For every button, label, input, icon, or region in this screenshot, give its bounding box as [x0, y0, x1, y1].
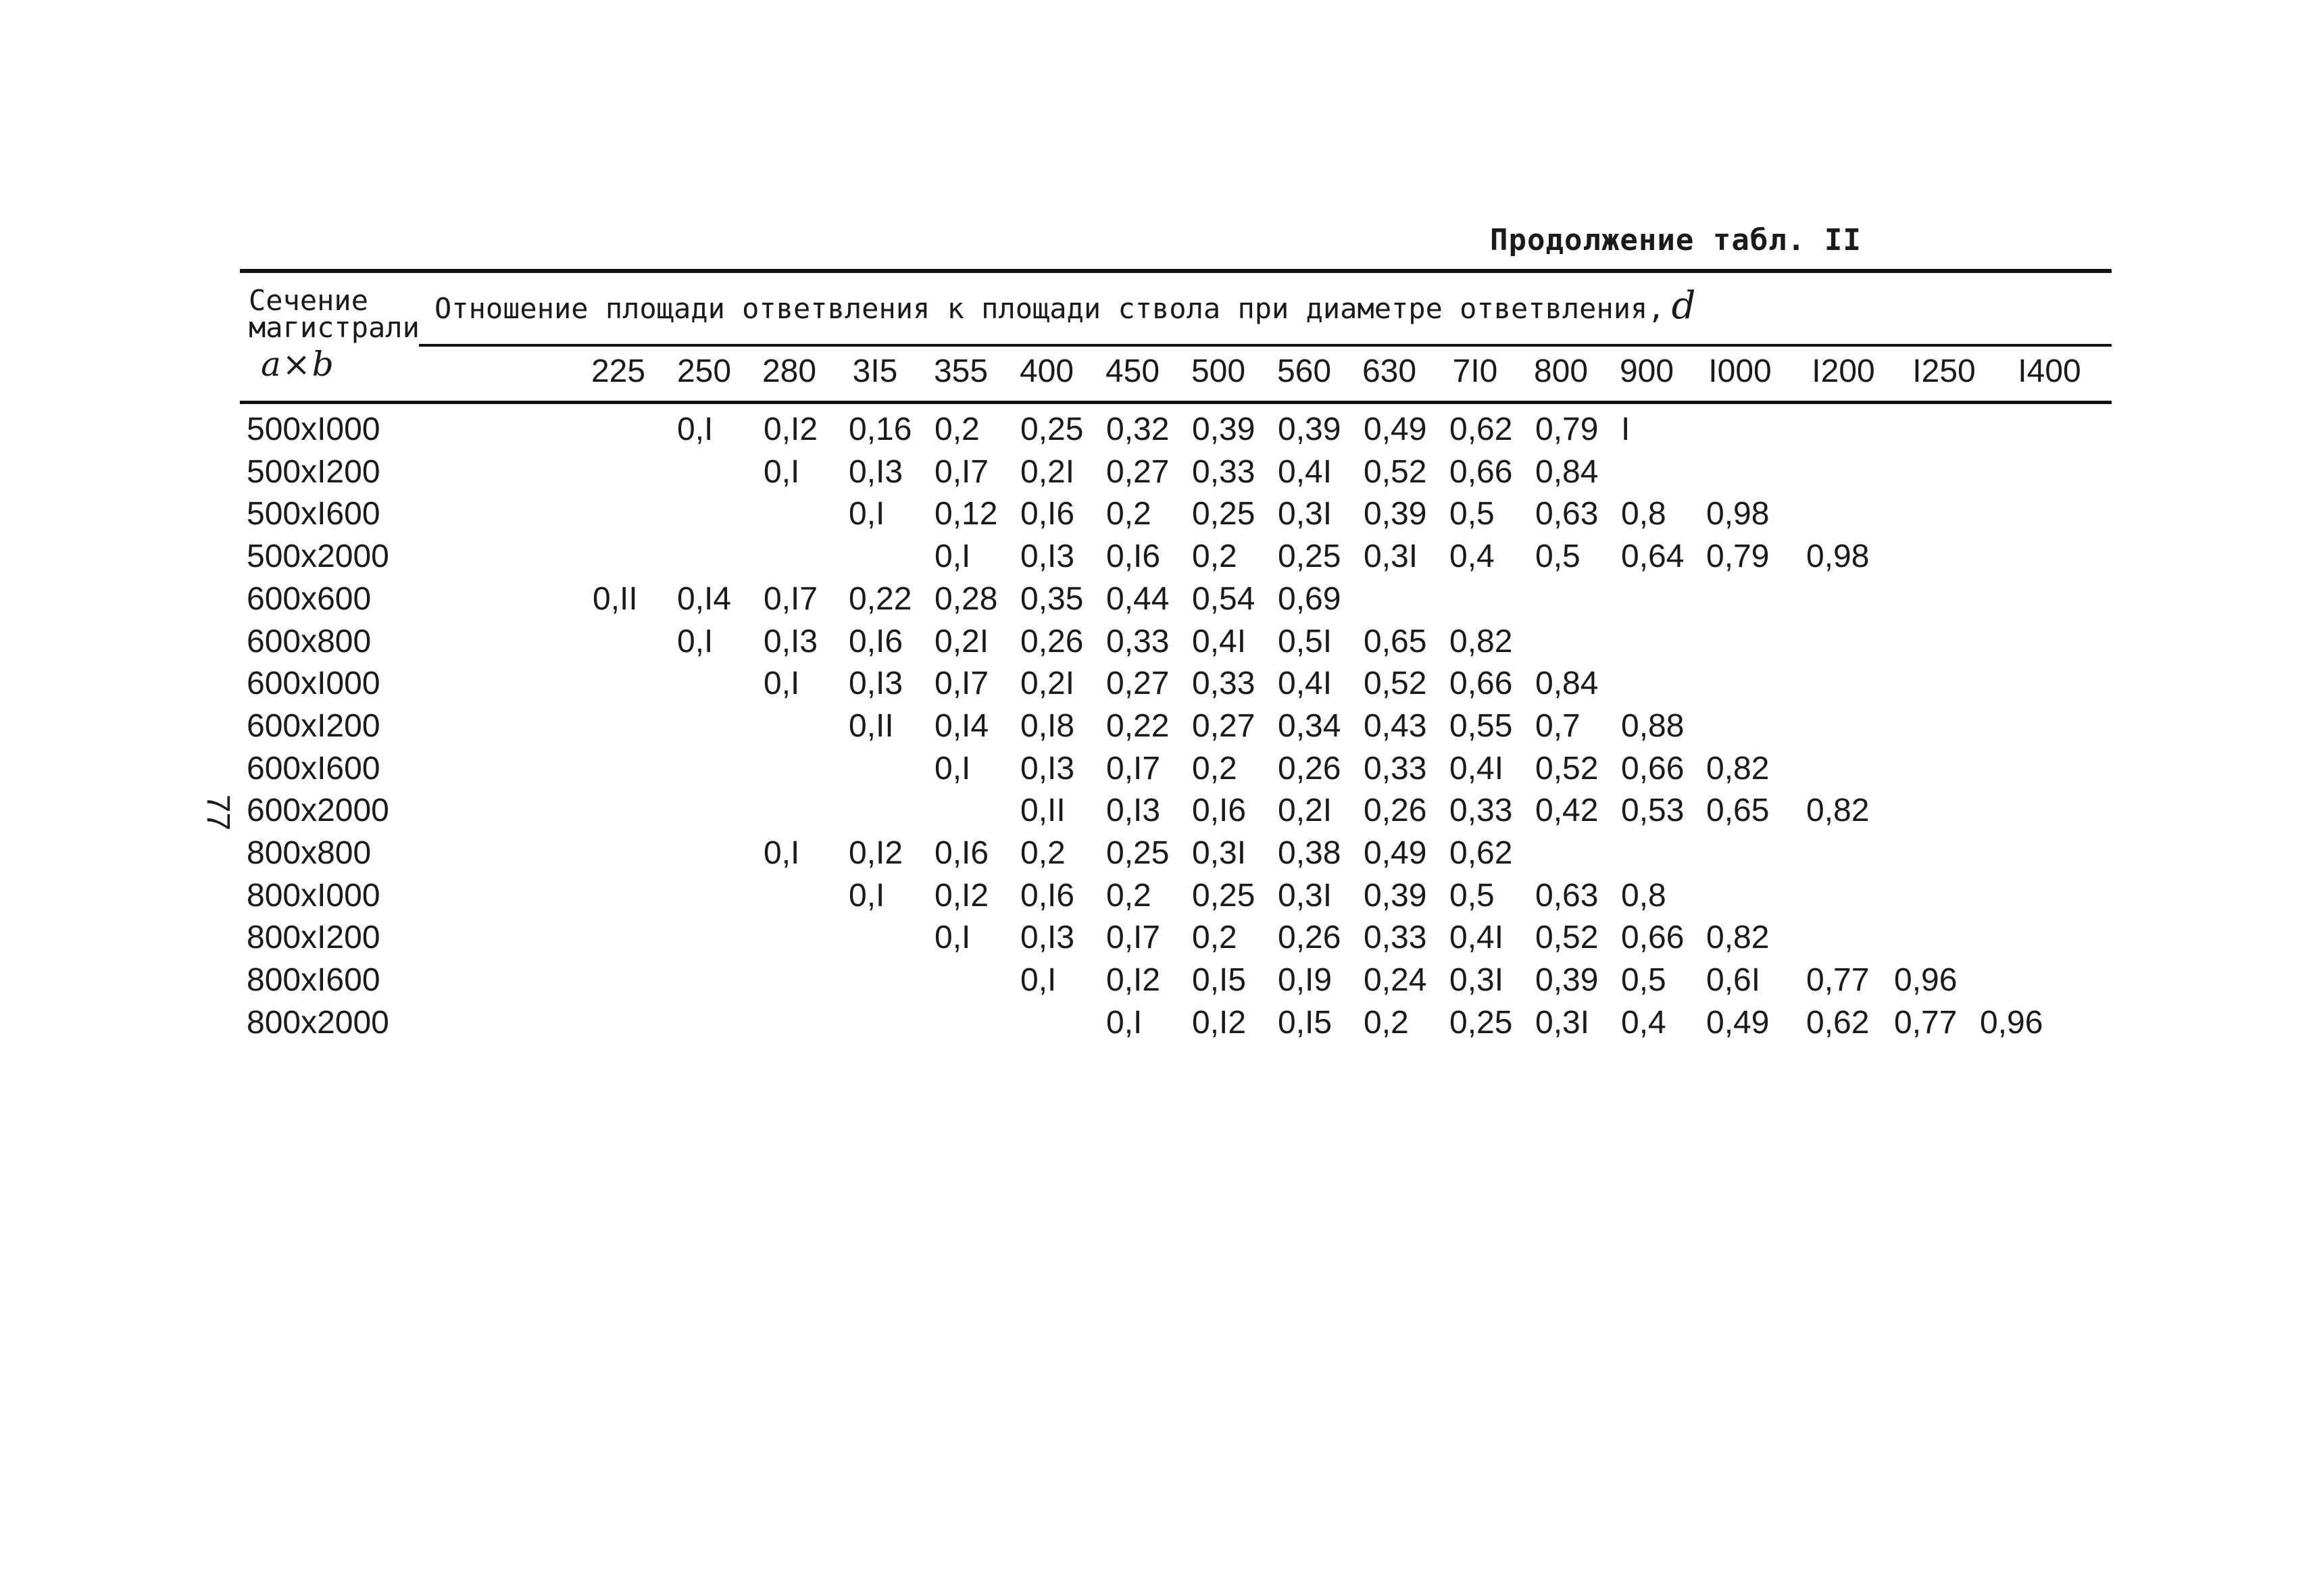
table-cell: 0,4I [1449, 920, 1504, 955]
table-cell: 0,I3 [1106, 793, 1161, 828]
table-cell: 0,35 [1020, 581, 1084, 617]
table-cell: 0,39 [1535, 962, 1599, 998]
table-cell: 0,3I [1449, 962, 1504, 998]
table-cell: 0,I5 [1192, 962, 1247, 998]
stub-header-line1: Сечение [249, 284, 369, 317]
table-cell: 0,I3 [849, 454, 903, 490]
table-cell: 0,22 [1106, 708, 1170, 744]
table-cell: 0,65 [1706, 793, 1770, 828]
table-cell: I [1621, 412, 1631, 447]
table-cell: 0,I9 [1278, 962, 1333, 998]
table-cell: 0,62 [1449, 835, 1513, 871]
table-cell: 0,3I [1192, 835, 1247, 871]
row-label: 500xI000 [247, 412, 380, 447]
table-cell: 0,38 [1278, 835, 1341, 871]
table-cell: 0,3I [1364, 539, 1418, 574]
table-cell: 0,2 [1106, 496, 1151, 532]
table-cell: 0,82 [1706, 920, 1770, 955]
column-header: 355 [933, 353, 989, 389]
table-cell: 0,I7 [1106, 751, 1161, 787]
table-cell: 0,39 [1364, 496, 1427, 532]
table-cell: 0,II [1020, 793, 1066, 828]
stub-header-line2: магистрали [249, 311, 420, 344]
column-header: I250 [1912, 353, 1976, 389]
table-cell: 0,7 [1535, 708, 1580, 744]
table-cell: 0,I6 [1106, 539, 1161, 574]
table-cell: 0,I [935, 539, 971, 574]
table-cell: 0,66 [1449, 666, 1513, 701]
table-cell: 0,I [764, 835, 800, 871]
column-header: 3I5 [852, 353, 898, 389]
table-cell: 0,62 [1806, 1005, 1870, 1041]
table-cell: 0,2 [935, 412, 980, 447]
table-cell: 0,63 [1535, 496, 1599, 532]
table-cell: 0,2 [1020, 835, 1066, 871]
table-cell: 0,I2 [764, 412, 818, 447]
table-cell: 0,28 [935, 581, 998, 617]
table-cell: 0,62 [1449, 412, 1513, 447]
table-cell: 0,54 [1192, 581, 1255, 617]
diameter-symbol: d [1671, 284, 1696, 328]
table-cell: 0,16 [849, 412, 912, 447]
table-cell: 0,79 [1535, 412, 1599, 447]
header-bottom-rule [240, 401, 2112, 404]
column-header: I400 [2018, 353, 2081, 389]
table-cell: 0,I [764, 666, 800, 701]
table-cell: 0,4I [1278, 454, 1333, 490]
table-cell: 0,2I [935, 624, 989, 659]
table-cell: 0,4I [1449, 751, 1504, 787]
table-cell: 0,5 [1621, 962, 1666, 998]
table-cell: 0,I [677, 412, 714, 447]
table-cell: 0,2 [1192, 920, 1237, 955]
table-cell: 0,39 [1278, 412, 1341, 447]
column-header: 225 [591, 353, 646, 389]
table-cell: 0,34 [1278, 708, 1341, 744]
table-cell: 0,I [764, 454, 800, 490]
table-cell: 0,98 [1806, 539, 1870, 574]
stub-header-symbol: a×b [261, 345, 335, 384]
table-cell: 0,8 [1621, 496, 1666, 532]
table-cell: 0,2 [1106, 878, 1151, 914]
column-header: I000 [1708, 353, 1772, 389]
table-cell: 0,I [849, 878, 885, 914]
column-header: I200 [1812, 353, 1875, 389]
table-cell: 0,I7 [1106, 920, 1161, 955]
table-cell: 0,49 [1706, 1005, 1770, 1041]
table-cell: 0,4 [1449, 539, 1495, 574]
column-header: 450 [1105, 353, 1160, 389]
table-cell: 0,52 [1535, 920, 1599, 955]
column-header: 7I0 [1452, 353, 1498, 389]
table-cell: 0,39 [1364, 878, 1427, 914]
table-cell: 0,27 [1106, 666, 1170, 701]
table-cell: 0,8 [1621, 878, 1666, 914]
column-header: 250 [676, 353, 732, 389]
table-cell: 0,5 [1449, 496, 1495, 532]
table-cell: 0,79 [1706, 539, 1770, 574]
table-cell: 0,I2 [849, 835, 903, 871]
table-cell: 0,II [849, 708, 894, 744]
stub-header [249, 284, 420, 384]
table-cell: 0,77 [1894, 1005, 1958, 1041]
table-cell: 0,5 [1535, 539, 1580, 574]
table-cell: 0,55 [1449, 708, 1513, 744]
table-cell: 0,I3 [1020, 751, 1075, 787]
table-cell: 0,I6 [935, 835, 989, 871]
table-cell: 0,49 [1364, 412, 1427, 447]
row-label: 600x600 [247, 581, 372, 617]
table-cell: 0,I8 [1020, 708, 1075, 744]
table-cell: 0,I6 [849, 624, 903, 659]
table-cell: 0,32 [1106, 412, 1170, 447]
table-cell: 0,I7 [935, 454, 989, 490]
row-label: 500x2000 [247, 539, 389, 574]
row-label: 800xI600 [247, 962, 380, 998]
table-cell: 0,88 [1621, 708, 1685, 744]
table-cell: 0,33 [1106, 624, 1170, 659]
table-cell: 0,2 [1192, 751, 1237, 787]
table-cell: 0,I4 [677, 581, 732, 617]
table-cell: 0,96 [1894, 962, 1958, 998]
table-cell: 0,39 [1192, 412, 1255, 447]
table-cell: 0,84 [1535, 454, 1599, 490]
table-cell: 0,33 [1192, 454, 1255, 490]
table-cell: 0,I6 [1020, 878, 1075, 914]
row-label: 500xI200 [247, 454, 380, 490]
table-cell: 0,I3 [1020, 920, 1075, 955]
table-cell: 0,3I [1278, 878, 1333, 914]
row-label: 800xI000 [247, 878, 380, 914]
table-cell: 0,I2 [935, 878, 989, 914]
table-cell: 0,52 [1364, 666, 1427, 701]
table-cell: 0,I [935, 920, 971, 955]
row-label: 800x800 [247, 835, 372, 871]
table-cell: 0,69 [1278, 581, 1341, 617]
table-cell: 0,I [677, 624, 714, 659]
table-cell: 0,I5 [1278, 1005, 1333, 1041]
column-header: 560 [1276, 353, 1332, 389]
row-label: 500xI600 [247, 496, 380, 532]
row-label: 800x2000 [247, 1005, 389, 1041]
table-top-rule [240, 269, 2112, 273]
table-cell: 0,44 [1106, 581, 1170, 617]
table-cell: 0,I2 [1192, 1005, 1247, 1041]
table-cell: 0,66 [1621, 920, 1685, 955]
table-cell: 0,33 [1364, 920, 1427, 955]
table-cell: 0,33 [1449, 793, 1513, 828]
table-cell: 0,4I [1278, 666, 1333, 701]
table-cell: 0,I3 [764, 624, 818, 659]
table-cell: 0,33 [1364, 751, 1427, 787]
table-cell: 0,4I [1192, 624, 1247, 659]
table-cell: 0,3I [1278, 496, 1333, 532]
table-cell: 0,5I [1278, 624, 1333, 659]
table-cell: 0,27 [1192, 708, 1255, 744]
column-header: 630 [1362, 353, 1417, 389]
table-cell: 0,82 [1449, 624, 1513, 659]
table-cell: 0,52 [1364, 454, 1427, 490]
table-cell: 0,66 [1621, 751, 1685, 787]
table-cell: 0,I3 [849, 666, 903, 701]
column-header: 400 [1019, 353, 1074, 389]
table-cell: 0,66 [1449, 454, 1513, 490]
column-header: 280 [762, 353, 817, 389]
table-cell: 0,25 [1106, 835, 1170, 871]
table-cell: 0,2 [1364, 1005, 1409, 1041]
table-cell: 0,96 [1980, 1005, 2043, 1041]
table-cell: 0,26 [1364, 793, 1427, 828]
table-cell: 0,84 [1535, 666, 1599, 701]
row-label: 600xI600 [247, 751, 380, 787]
table-cell: 0,I3 [1020, 539, 1075, 574]
table-cell: 0,II [593, 581, 638, 617]
table-cell: 0,2 [1192, 539, 1237, 574]
table-cell: 0,I6 [1192, 793, 1247, 828]
table-cell: 0,I [1106, 1005, 1143, 1041]
table-caption: Продолжение табл. II [1490, 223, 1862, 257]
table-cell: 0,I [935, 751, 971, 787]
table-cell: 0,65 [1364, 624, 1427, 659]
table-cell: 0,52 [1535, 751, 1599, 787]
row-label: 600xI200 [247, 708, 380, 744]
table-cell: 0,25 [1192, 496, 1255, 532]
table-cell: 0,26 [1020, 624, 1084, 659]
table-cell: 0,5 [1449, 878, 1495, 914]
table-cell: 0,49 [1364, 835, 1427, 871]
table-cell: 0,12 [935, 496, 998, 532]
table-cell: 0,25 [1020, 412, 1084, 447]
table-cell: 0,25 [1449, 1005, 1513, 1041]
row-label: 600x2000 [247, 793, 389, 828]
table-cell: 0,I7 [935, 666, 989, 701]
table-cell: 0,82 [1806, 793, 1870, 828]
table-cell: 0,43 [1364, 708, 1427, 744]
spanner-header [434, 284, 1695, 328]
table-cell: 0,I7 [764, 581, 818, 617]
column-header: 900 [1619, 353, 1674, 389]
table-cell: 0,24 [1364, 962, 1427, 998]
table-cell: 0,6I [1706, 962, 1761, 998]
row-label: 600x800 [247, 624, 372, 659]
table-cell: 0,3I [1535, 1005, 1590, 1041]
row-label: 800xI200 [247, 920, 380, 955]
table-cell: 0,77 [1806, 962, 1870, 998]
table-cell: 0,82 [1706, 751, 1770, 787]
table-cell: 0,22 [849, 581, 912, 617]
table-cell: 0,63 [1535, 878, 1599, 914]
table-cell: 0,25 [1192, 878, 1255, 914]
table-cell: 0,I [849, 496, 885, 532]
spanner-header-text: Отношение площади ответвления к площади ствола при диаметре ответвления, [434, 292, 1665, 325]
table-cell: 0,I4 [935, 708, 989, 744]
table-cell: 0,I [1020, 962, 1057, 998]
table-cell: 0,I6 [1020, 496, 1075, 532]
table-cell: 0,64 [1621, 539, 1685, 574]
column-header: 800 [1533, 353, 1589, 389]
table-cell: 0,53 [1621, 793, 1685, 828]
table-cell: 0,25 [1278, 539, 1341, 574]
table-cell: 0,2I [1020, 454, 1075, 490]
page-number: 77 [200, 794, 237, 831]
table-cell: 0,2I [1278, 793, 1333, 828]
header-divider-rule [419, 344, 2112, 347]
table-cell: 0,26 [1278, 920, 1341, 955]
table-cell: 0,26 [1278, 751, 1341, 787]
table-cell: 0,4 [1621, 1005, 1666, 1041]
row-label: 600xI000 [247, 666, 380, 701]
table-cell: 0,27 [1106, 454, 1170, 490]
table-cell: 0,I2 [1106, 962, 1161, 998]
table-cell: 0,98 [1706, 496, 1770, 532]
table-cell: 0,2I [1020, 666, 1075, 701]
table-cell: 0,33 [1192, 666, 1255, 701]
column-header: 500 [1191, 353, 1246, 389]
table-cell: 0,42 [1535, 793, 1599, 828]
